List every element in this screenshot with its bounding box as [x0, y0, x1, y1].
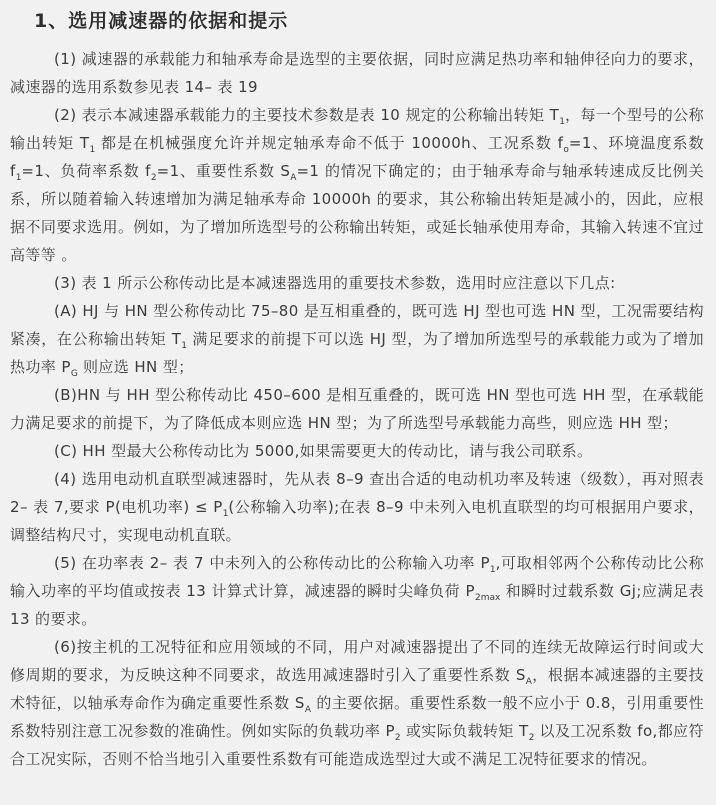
subscript: 2	[528, 733, 535, 743]
subscript: 2max	[474, 593, 501, 603]
subscript: 2	[394, 733, 401, 743]
paragraph: (2) 表示本减速器承载能力的主要技术参数是表 10 规定的公称输出转矩 $T_1$，每一个型号的公称输出转矩 $T_1$ 都是在机械强度允许并规定轴承寿命不低于 10000h、工况系数 $f_o=1$、环境温度系数 $f_1=1$、负荷率系数 $f_2=1$、重要性系数 $S_A=1$ 的情况下确定的；由于轴承寿命与轴承转速成反比例关系，所以随着输入转速增加为满足轴承寿命 10000h 的要求，其公称输出转矩是减小的，因此，应根据不同要求选用。例如，为了增加所选型号的公称输出转矩，或延长轴承使用寿命，其输入转速不宜过高等等 。	[10, 106, 704, 264]
paragraph: (6)按主机的工况特征和应用领域的不同，用户对减速器提出了不同的连续无故障运行时间或大修周期的要求，为反映这种不同要求，故选用减速器时引入了重要性系数 $S_A$，根据本减速器的主要技术特征，以轴承寿命作为确定重要性系数 $S_A$ 的主要依据。重要性系数一般不应小于 0.8，引用重要性系数特别注意工况参数的准确性。例如实际的负载功率 $P_2$ 或实际负载转矩 $T_2$ 以及工况系数 fo,都应符合工况实际，否则不恰当地引入重要性系数有可能造成选型过大或不满足工况特征要求的情况。	[10, 638, 704, 768]
document-content	[10, 45, 704, 773]
subscript: 1	[489, 565, 496, 575]
subscript: 1	[222, 509, 229, 519]
subscript: A	[290, 173, 297, 183]
subscript: 1	[181, 341, 187, 351]
subscript: 1	[89, 145, 96, 155]
subscript: A	[525, 677, 532, 687]
subscript: 2	[150, 173, 157, 183]
paragraph: (5) 在功率表 2– 表 7 中未列入的公称传动比的公称输入功率 $P_1$,可取相邻两个公称传动比公称输入功率的平均值或按表 13 计算式计算，减速器的瞬时尖峰负荷 $P_{2max}$ 和瞬时过载系数 Gj;应满足表 13 的要求。	[10, 554, 704, 628]
subscript: A	[304, 705, 312, 715]
subscript: 1	[15, 173, 22, 183]
paragraph: (A) HJ 与 HN 型公称传动比 75–80 是互相重叠的，既可选 HJ 型也可选 HN 型，工况需要结构紧凑，在公称输出转矩 $T_1$ 满足要求的前提下可以选 HJ 型，为了增加所选型号的承载能力或为了增加热功率 $P_G$ 则应选 HN 型；	[10, 302, 704, 379]
paragraph: (B)HN 与 HH 型公称传动比 450–600 是相互重叠的，既可选 HN 型也可选 HH 型，在承载能力满足要求的前提下，为了降低成本则应选 HN 型；为了所选型号承载能力高些，则应选 HH 型；	[10, 386, 704, 432]
paragraph: (3) 表 1 所示公称传动比是本减速器选用的重要技术参数，选用时应注意以下几点:	[54, 274, 616, 292]
paragraph: (1) 减速器的承载能力和轴承寿命是选型的主要依据，同时应满足热功率和轴伸径向力的要求，减速器的选用系数参见表 14– 表 19	[10, 50, 704, 96]
subscript: 1	[559, 117, 565, 127]
paragraph: (4) 选用电动机直联型减速器时，先从表 8–9 查出合适的电动机功率及转速（级数），再对照表 2– 表 7,要求 P(电机功率) ≤ $P_1$(公称输入功率);在表 8–9 中未列入电机直联型的均可根据用户要求，调整结构尺寸，实现电动机直联。	[10, 470, 704, 544]
subscript: o	[563, 145, 569, 155]
paragraph: (C) HH 型最大公称传动比为 5000,如果需要更大的传动比，请与我公司联系。	[54, 442, 593, 460]
page-title: 1、选用减速器的依据和提示	[34, 10, 289, 32]
subscript: G	[70, 369, 78, 379]
